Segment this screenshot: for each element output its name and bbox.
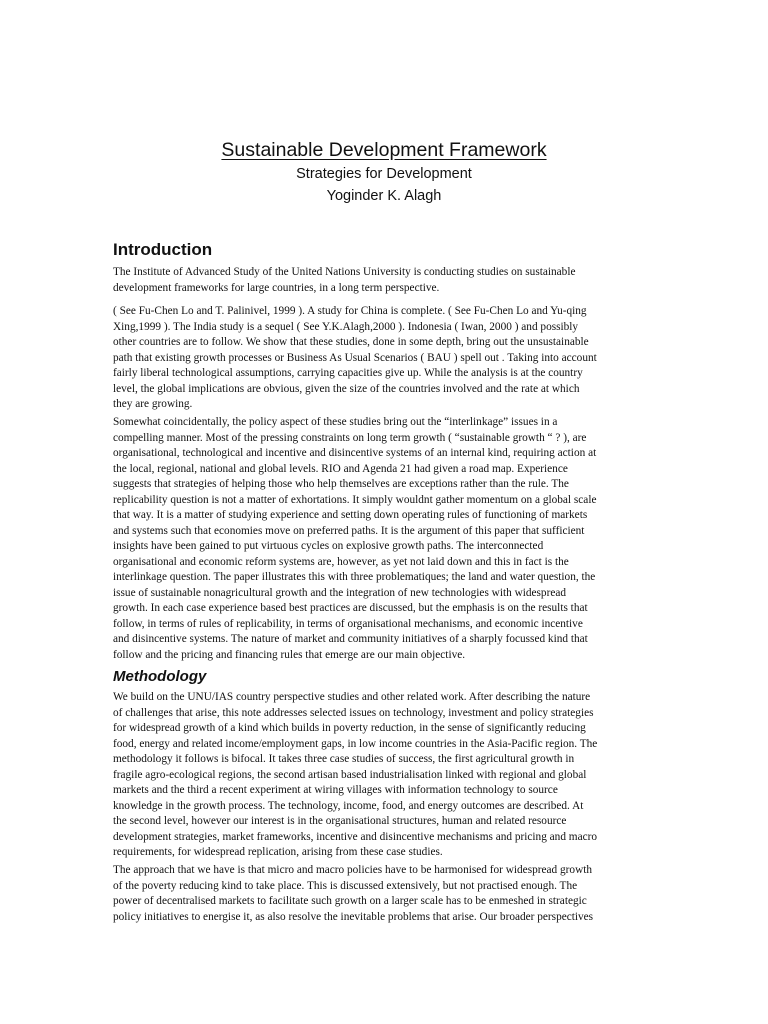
paragraph-line: fairly liberal technological assumptions, carrying capacities give up. While the analysis is at the country: [113, 367, 583, 379]
paragraph-line: follow and the pricing and financing rules that emerge are our main objective.: [113, 648, 466, 661]
paragraph-line: path that existing growth processes or Business As Usual Scenarios ( BAU ) spell out . Taking into account: [113, 351, 597, 364]
paragraph-line: policy initiatives to energise it, as also resolve the inevitable problems that arise. Our broader perspectives: [113, 910, 594, 923]
paragraph-line: suggests that strategies of helping those who help themselves are exceptions rather than the rule. The: [113, 478, 569, 490]
document-subtitle: Strategies for Development: [296, 166, 472, 182]
paragraph-line: they are growing.: [113, 398, 193, 410]
document-author: Yoginder K. Alagh: [326, 188, 442, 204]
paragraph-line: fragile agro-ecological regions, the second artisan based industrialisation linked with regional and global: [113, 768, 587, 781]
paragraph-line: knowledge in the growth process. The technology, income, food, and energy outcomes are described. At: [113, 799, 584, 812]
paragraph-line: the local, regional, national and global levels. RIO and Agenda 21 had given a road map. Experience: [113, 462, 568, 475]
paragraph-line: food, energy and related income/employment gaps, in low income countries in the Asia-Pacific region. The: [113, 737, 598, 750]
paragraph-line: We build on the UNU/IAS country perspective studies and other related work. After describing the nature: [113, 691, 591, 703]
paragraph-line: insights have been gained to put virtuous cycles on explosive growth paths. The interconnected: [113, 540, 544, 552]
paragraph-line: development strategies, market frameworks, incentive and disincentive mechanisms and pricing and macro: [113, 830, 598, 843]
paragraph: [113, 304, 658, 413]
paragraph-line: other countries are to follow. We show that these studies, done in some depth, bring out the unsustainable: [113, 336, 589, 348]
paragraph-line: replicability question is not a matter of exhortations. It simply wouldnt gather momentum on a global scale: [113, 493, 597, 506]
paragraph-line: The Institute of Advanced Study of the United Nations University is conducting studies on sustainable: [113, 266, 576, 278]
paragraph-line: and disincentive systems. The nature of market and community initiatives of a sharply focussed kind that: [113, 633, 588, 645]
paragraph-line: of challenges that arise, this note addresses selected issues on technology, investment and policy strategies: [113, 706, 594, 719]
paragraph-line: compelling manner. Most of the pressing constraints on long term growth ( “sustainable growth “ ? ), are: [113, 431, 587, 444]
paragraph-line: development frameworks for large countries, in a long term perspective.: [113, 281, 440, 294]
paragraph-line: interlinkage question. The paper illustrates this with three problematiques; the land and water question, the: [113, 571, 596, 583]
paragraph-line: growth. In each case experience based best practices are discussed, but the emphasis is on the results that: [113, 602, 588, 614]
paragraph-line: of the poverty reducing kind to take place. This is discussed extensively, but not practised enough. The: [113, 879, 578, 892]
paragraph-line: requirements, for widespread replication, arising from these case studies.: [113, 846, 443, 858]
paragraph: [113, 863, 658, 925]
paragraph-line: markets and the third a recent experiment at wiring villages with information technology to source: [113, 784, 558, 796]
paragraph-line: Xing,1999 ). The India study is a sequel ( See Y.K.Alagh,2000 ). Indonesia ( Iwan, 2000 ) and possibly: [113, 320, 579, 333]
paragraph-line: issue of sustainable nonagricultural growth and the integration of new technologies with widespread: [113, 586, 567, 599]
paragraph-line: follow, in terms of rules of replicability, in terms of organisational mechanisms, and economic incentive: [113, 617, 583, 630]
document-title: Sustainable Development Framework: [221, 139, 547, 161]
paragraph-line: ( See Fu-Chen Lo and T. Palinivel, 1999 ). A study for China is complete. ( See Fu-Chen Lo and Yu-qing: [113, 305, 587, 317]
paragraph: [113, 690, 658, 861]
paragraph-line: power of decentralised markets to facilitate such growth on a larger scale has to be enmeshed in strategic: [113, 895, 587, 907]
paragraph-line: methodology it follows is bifocal. It takes three case studies of success, the first agricultural growth in: [113, 753, 575, 765]
paragraph-line: that way. It is a matter of studying experience and setting down operating rules of functioning of markets: [113, 509, 588, 521]
paragraph-line: organisational and economic reform systems are, however, as yet not laid down and this in fact is the: [113, 555, 569, 568]
paragraph-line: organisational, technological and incentive and disincentive systems of an internal kind, requiring action at: [113, 447, 597, 459]
section-heading-methodology: Methodology: [113, 668, 207, 685]
paragraph-line: for widespread growth of a kind which builds in poverty reduction, in the sense of significantly reducing: [113, 722, 586, 734]
paragraph-line: the second level, however our interest is in the organisational structures, human and related resource: [113, 815, 567, 827]
paragraph-line: The approach that we have is that micro and macro policies have to be harmonised for widespread growth: [113, 864, 593, 876]
paragraph: [113, 415, 658, 663]
section-heading-introduction: Introduction: [113, 240, 213, 259]
paragraph-line: level, the global implications are obvious, given the size of the countries involved and the rate at which: [113, 382, 580, 395]
paragraph-line: Somewhat coincidentally, the policy aspect of these studies bring out the “interlinkage” issues in a: [113, 416, 558, 428]
paragraph: [113, 265, 658, 296]
paragraph-line: and systems such that economies move on preferred paths. It is the argument of this paper that sufficient: [113, 524, 585, 537]
